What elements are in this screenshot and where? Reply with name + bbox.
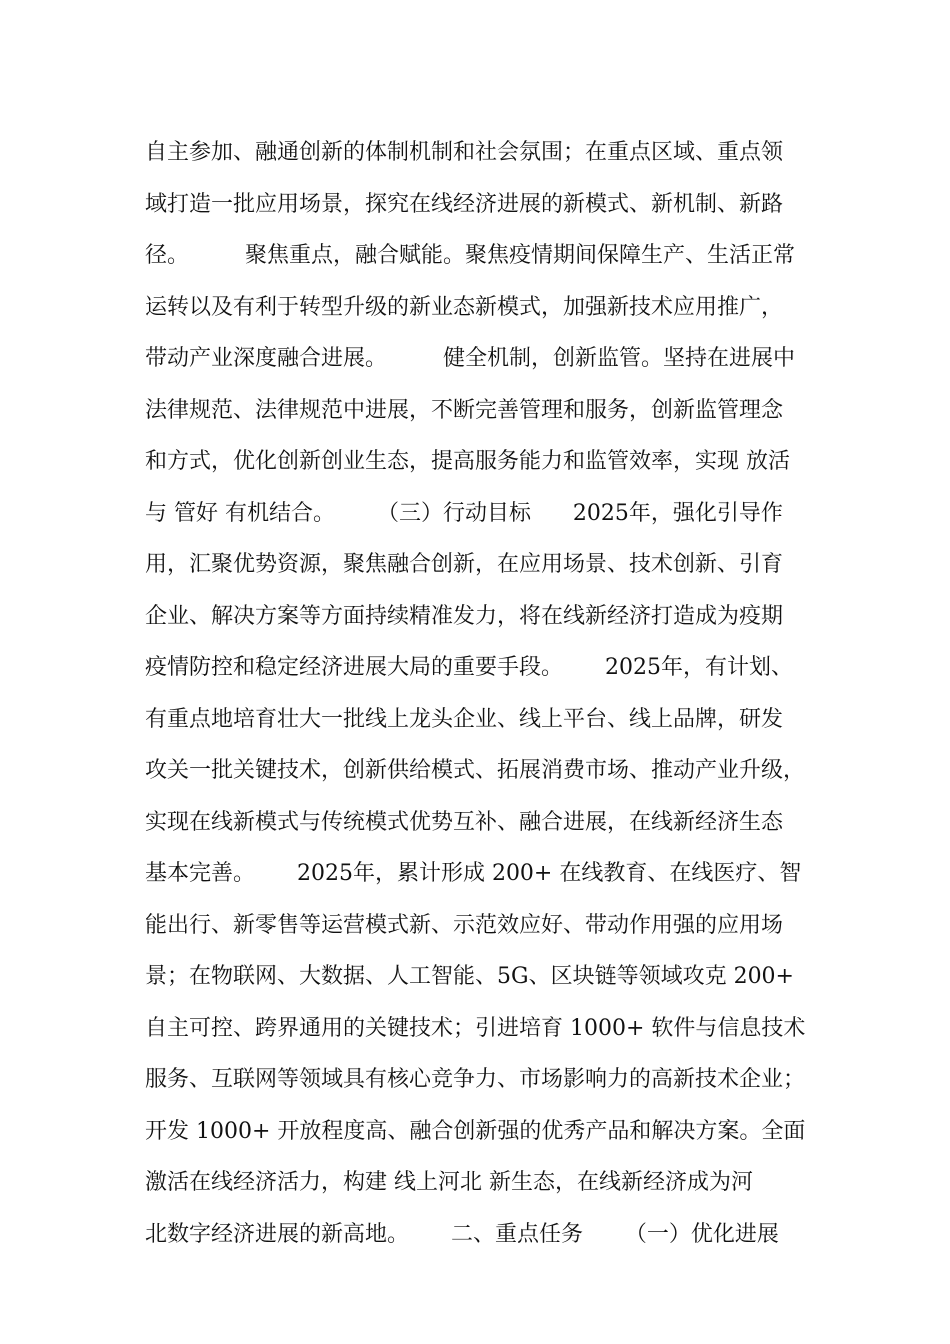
text-line: 能出行、新零售等运营模式新、示范效应好、带动作用强的应用场	[145, 912, 784, 938]
text-line: 与 管好 有机结合。 （三）行动目标 2025年，强化引导作	[145, 500, 783, 526]
text-line: 开发 1000+ 开放程度高、融合创新强的优秀产品和解决方案。全面	[145, 1118, 806, 1144]
text-line: 域打造一批应用场景，探究在线经济进展的新模式、新机制、新路	[145, 191, 784, 217]
text-line: 攻关一批关键技术，创新供给模式、拓展消费市场、推动产业升级，	[145, 758, 806, 783]
text-line: 北数字经济进展的新高地。 二、重点任务 （一）优化进展	[145, 1221, 779, 1247]
text-line: 企业、解决方案等方面持续精准发力，将在线新经济打造成为疫期	[145, 603, 784, 629]
text-line: 和方式，优化创新创业生态，提高服务能力和监管效率，实现 放活	[145, 449, 790, 474]
text-line: 景；在物联网、大数据、人工智能、5G、区块链等领域攻克 200+	[145, 964, 794, 989]
text-line: 带动产业深度融合进展。 健全机制，创新监管。坚持在进展中	[145, 346, 795, 371]
body-text	[145, 134, 825, 1267]
text-line: 自主可控、跨界通用的关键技术；引进培育 1000+ 软件与信息技术	[145, 1015, 806, 1041]
text-line: 疫情防控和稳定经济进展大局的重要手段。 2025年，有计划、	[145, 655, 793, 680]
text-line: 自主参加、融通创新的体制机制和社会氛围；在重点区域、重点领	[145, 140, 784, 165]
text-line: 径。 聚焦重点，融合赋能。聚焦疫情期间保障生产、生活正常	[145, 243, 795, 268]
text-line: 运转以及有利于转型升级的新业态新模式，加强新技术应用推广，	[145, 294, 784, 320]
text-line: 实现在线新模式与传统模式优势互补、融合进展，在线新经济生态	[145, 809, 784, 835]
text-line: 基本完善。 2025年，累计形成 200+ 在线教育、在线医疗、智	[145, 861, 802, 886]
text-line: 法律规范、法律规范中进展，不断完善管理和服务，创新监管理念	[145, 397, 784, 423]
text-line: 有重点地培育壮大一批线上龙头企业、线上平台、线上品牌，研发	[145, 706, 784, 732]
text-line: 用，汇聚优势资源，聚焦融合创新，在应用场景、技术创新、引育	[145, 552, 784, 577]
text-line: 激活在线经济活力，构建 线上河北 新生态，在线新经济成为河	[145, 1170, 753, 1195]
text-line: 服务、互联网等领域具有核心竞争力、市场影响力的高新技术企业；	[145, 1067, 806, 1092]
